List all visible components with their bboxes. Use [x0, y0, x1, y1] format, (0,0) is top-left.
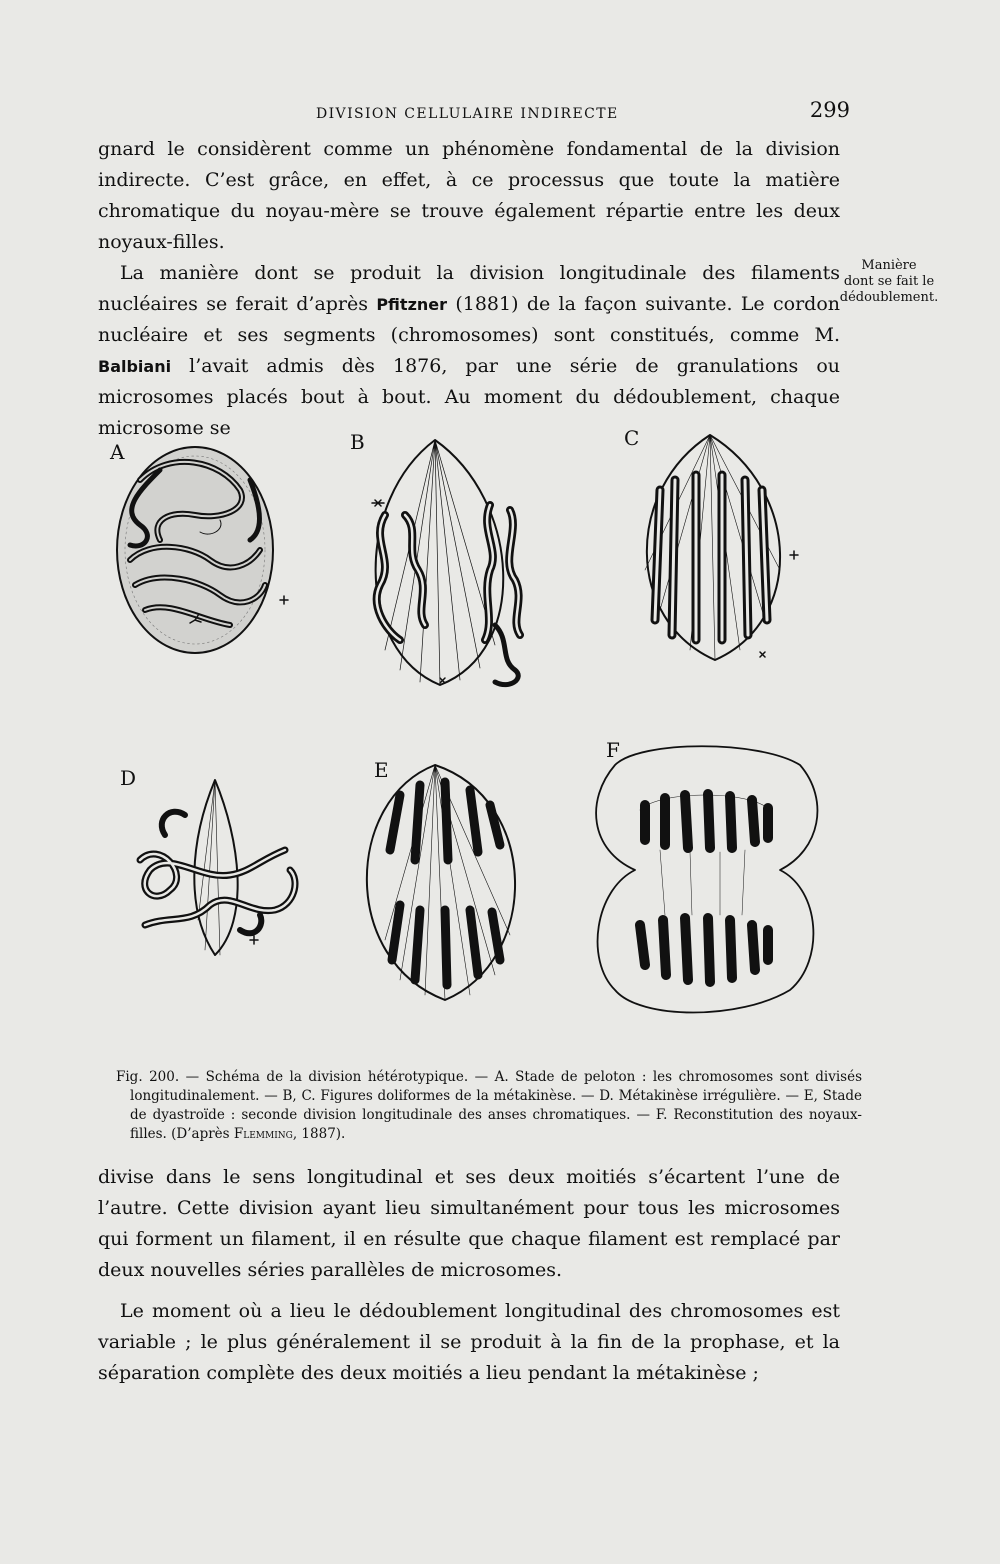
- running-title: DIVISION CELLULAIRE INDIRECTE: [316, 106, 619, 122]
- text-run: La manière dont se produit la division longitudinale des filaments nucléaires se ferait d’après: [98, 262, 840, 315]
- author-name: Pfitzner: [376, 295, 448, 314]
- panel-f-drawing: [596, 746, 817, 1012]
- panel-label-a: A: [110, 440, 125, 464]
- paragraph: [98, 258, 840, 444]
- caption-text: , 1887).: [292, 1126, 346, 1142]
- panel-e-drawing: [367, 765, 515, 1000]
- panel-b-drawing: [372, 440, 520, 685]
- panel-label-b: B: [350, 430, 365, 454]
- figure-illustration: [100, 420, 840, 1080]
- paragraph: divise dans le sens longitudinal et ses deux moitiés s’écartent l’une de l’autre. Cette division ayant lieu simultanément pour tous les microsomes qui forment un filament, il en résulte que chaque filament est remplacé par deux nouvelles séries parallèles de microsomes.: [98, 1166, 840, 1281]
- margin-note-line: Manière: [861, 258, 917, 273]
- margin-note: [826, 258, 952, 306]
- panel-label-d: D: [120, 766, 137, 790]
- margin-note-line: dont se fait le: [843, 274, 935, 289]
- panel-label-c: C: [624, 426, 640, 450]
- panel-a-drawing: [117, 447, 288, 653]
- body-text-bottom: [98, 1162, 840, 1389]
- panel-d-drawing: [140, 780, 295, 955]
- figure-200: [100, 420, 840, 1080]
- text-run: l’avait admis dès 1876, par une série de granulations ou microsomes placés bout à bout. Au moment du dédoublement, chaque microsome se: [98, 355, 840, 439]
- panel-c-drawing: [645, 435, 798, 660]
- figure-caption: [116, 1068, 862, 1144]
- text-run: (1881) de la façon suivante. Le cordon nucléaire et ses segments (chromosomes) sont constitués, comme M.: [98, 293, 840, 346]
- body-text-top: [98, 134, 840, 444]
- margin-note-line: dédoublement.: [839, 290, 939, 305]
- caption-text: Fig. 200. — Schéma de la division hétérotypique. — A. Stade de peloton : les chromosomes sont divisés longitudinalement. — B, C. Figures doliformes de la métakinèse. — D. Métakinèse irrégulière. — E, Stade de dyastroïde : seconde division longitudinale des anses chromatiques. — F. Reconstitution des noyaux-filles. (D’après: [116, 1069, 862, 1142]
- panel-label-e: E: [374, 758, 389, 782]
- page-header: [98, 98, 850, 130]
- paragraph: gnard le considèrent comme un phénomène fondamental de la division indirecte. C’est grâce, en effet, à ce processus que toute la matière chromatique du noyau-mère se trouve également répartie entre les deux noyaux-filles.: [98, 138, 840, 253]
- paragraph: Le moment où a lieu le dédoublement longitudinal des chromosomes est variable ; le plus généralement il se produit à la fin de la prophase, et la séparation complète des deux moitiés a lieu pendant la métakinèse ;: [98, 1300, 840, 1384]
- page-number: 299: [809, 98, 850, 122]
- panel-label-f: F: [606, 738, 620, 762]
- author-name: Balbiani: [98, 357, 172, 376]
- caption-author: Flemming: [233, 1126, 293, 1142]
